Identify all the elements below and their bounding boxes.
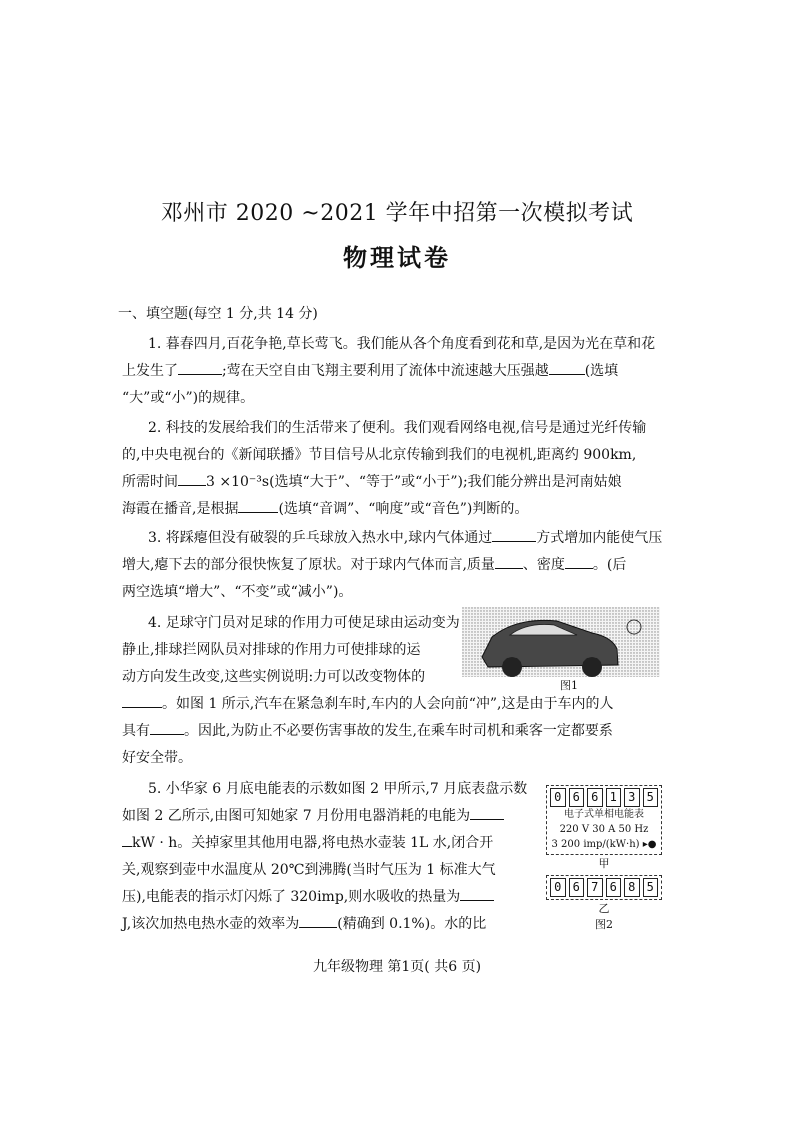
meter-digit: 8	[624, 878, 640, 897]
question-line: 的,中央电视台的《新闻联播》节目信号从北京传输到我们的电视机,距离约 900km,	[122, 447, 637, 463]
figure-1-label: 图1	[560, 679, 578, 692]
meter-digit: 3	[624, 788, 640, 807]
question-line: 如图 2 乙所示,由图可知她家 7 月份用电器消耗的电能为	[122, 803, 527, 830]
answer-blank[interactable]	[178, 470, 206, 486]
meter-digit: 6	[569, 788, 585, 807]
meter-digit: 6	[606, 878, 622, 897]
meter-digit: 5	[643, 878, 659, 897]
page-footer: 九年级物理 第1页( 共6 页)	[312, 959, 482, 975]
car-wheel	[582, 657, 602, 677]
meter-specs: 220 V 30 A 50 Hz	[559, 824, 649, 835]
question-line: 好安全带。	[122, 750, 192, 766]
question-line: 动方向发生改变,这些实例说明:力可以改变物体的	[122, 669, 426, 685]
answer-blank[interactable]	[122, 692, 162, 708]
answer-blank[interactable]	[122, 831, 132, 847]
meter-digits-jia	[550, 788, 658, 807]
meter-name: 电子式单相电能表	[564, 809, 644, 820]
question-line: 1. 暮春四月,百花争艳,草长莺飞。我们能从各个角度看到花和草,是因为光在草和花	[148, 336, 656, 352]
question-line: 3. 将踩瘪但没有破裂的乒乓球放入热水中,球内气体通过 方式增加内能使气压	[148, 525, 662, 552]
answer-blank[interactable]	[549, 359, 585, 375]
meter-yi	[546, 875, 662, 900]
meter-jia	[546, 785, 662, 855]
question-5	[122, 776, 528, 938]
question-line: J,该次加热电热水壶的效率为 (精确到 0.1%)。水的比	[122, 911, 527, 938]
meter-digit: 6	[587, 788, 603, 807]
meter-digit: 0	[550, 878, 566, 897]
question-line: 压),电能表的指示灯闪烁了 320imp,则水吸收的热量为	[122, 884, 527, 911]
question-line: 2. 科技的发展给我们的生活带来了便利。我们观看网络电视,信号是通过光纤传输	[148, 420, 647, 436]
question-line: kW · h。关掉家里其他用电器,将电热水壶装 1L 水,闭合开	[122, 830, 527, 857]
meter-digit: 0	[550, 788, 566, 807]
answer-blank[interactable]	[150, 719, 184, 735]
meter-yi-label: 乙	[598, 902, 610, 915]
question-1	[122, 331, 656, 412]
meter-jia-label: 甲	[598, 857, 610, 870]
answer-blank[interactable]	[495, 553, 523, 569]
answer-blank[interactable]	[492, 526, 536, 542]
question-line: 海霞在播音,是根据 (选填“音调”、“响度”或“音色”)判断的。	[122, 496, 646, 523]
question-line: 5. 小华家 6 月底电能表的示数如图 2 甲所示,7 月底表盘示数	[148, 781, 528, 797]
car-wheel	[502, 657, 522, 677]
question-line: 。如图 1 所示,汽车在紧急刹车时,车内的人会向前“冲”,这是由于车内的人	[122, 691, 613, 718]
exam-title: 邓州市 2020 ~2021 学年中招第一次模拟考试	[160, 201, 634, 226]
question-line: 上发生了 ;莺在天空自由飞翔主要利用了流体中流速越大压强越 (选填	[122, 358, 655, 385]
figure-2-label: 图2	[595, 918, 613, 931]
question-line: 4. 足球守门员对足球的作用力可使足球由运动变为	[148, 615, 460, 631]
question-line: 增大,瘪下去的部分很快恢复了原状。对于球内气体而言,质量 、密度 。(后	[122, 552, 662, 579]
question-line: 所需时间 3 ×10⁻³s(选填“大于”、“等于”或“小于”);我们能分辨出是河南姑娘	[122, 469, 646, 496]
exam-subtitle: 物理试卷	[343, 243, 451, 272]
answer-blank[interactable]	[470, 804, 504, 820]
meter-digit: 6	[569, 878, 585, 897]
question-3	[122, 525, 663, 606]
question-line: “大”或“小”)的规律。	[122, 390, 255, 406]
answer-blank[interactable]	[565, 553, 593, 569]
meter-digit: 1	[606, 788, 622, 807]
question-line: 关,观察到壶中水温度从 20℃到沸腾(当时气压为 1 标准大气	[122, 862, 496, 878]
electric-meter-figure	[546, 785, 662, 932]
meter-digit: 7	[587, 878, 603, 897]
question-line: 两空选填“增大”、“不变”或“减小”)。	[122, 584, 353, 600]
question-line: 静止,排球拦网队员对排球的作用力可使排球的运	[122, 642, 421, 658]
answer-blank[interactable]	[238, 497, 278, 513]
answer-blank[interactable]	[460, 885, 494, 901]
meter-imp-rate: 3 200 imp/(kW·h) ▸●	[551, 839, 657, 850]
answer-blank[interactable]	[178, 359, 222, 375]
meter-digit: 5	[643, 788, 659, 807]
question-2	[122, 415, 647, 523]
meter-digits-yi	[550, 878, 658, 897]
answer-blank[interactable]	[299, 912, 337, 928]
section-heading: 一、填空题(每空 1 分,共 14 分)	[118, 306, 318, 322]
question-line: 具有 。因此,为防止不必要伤害事故的发生,在乘车时司机和乘客一定都要系	[122, 718, 613, 745]
